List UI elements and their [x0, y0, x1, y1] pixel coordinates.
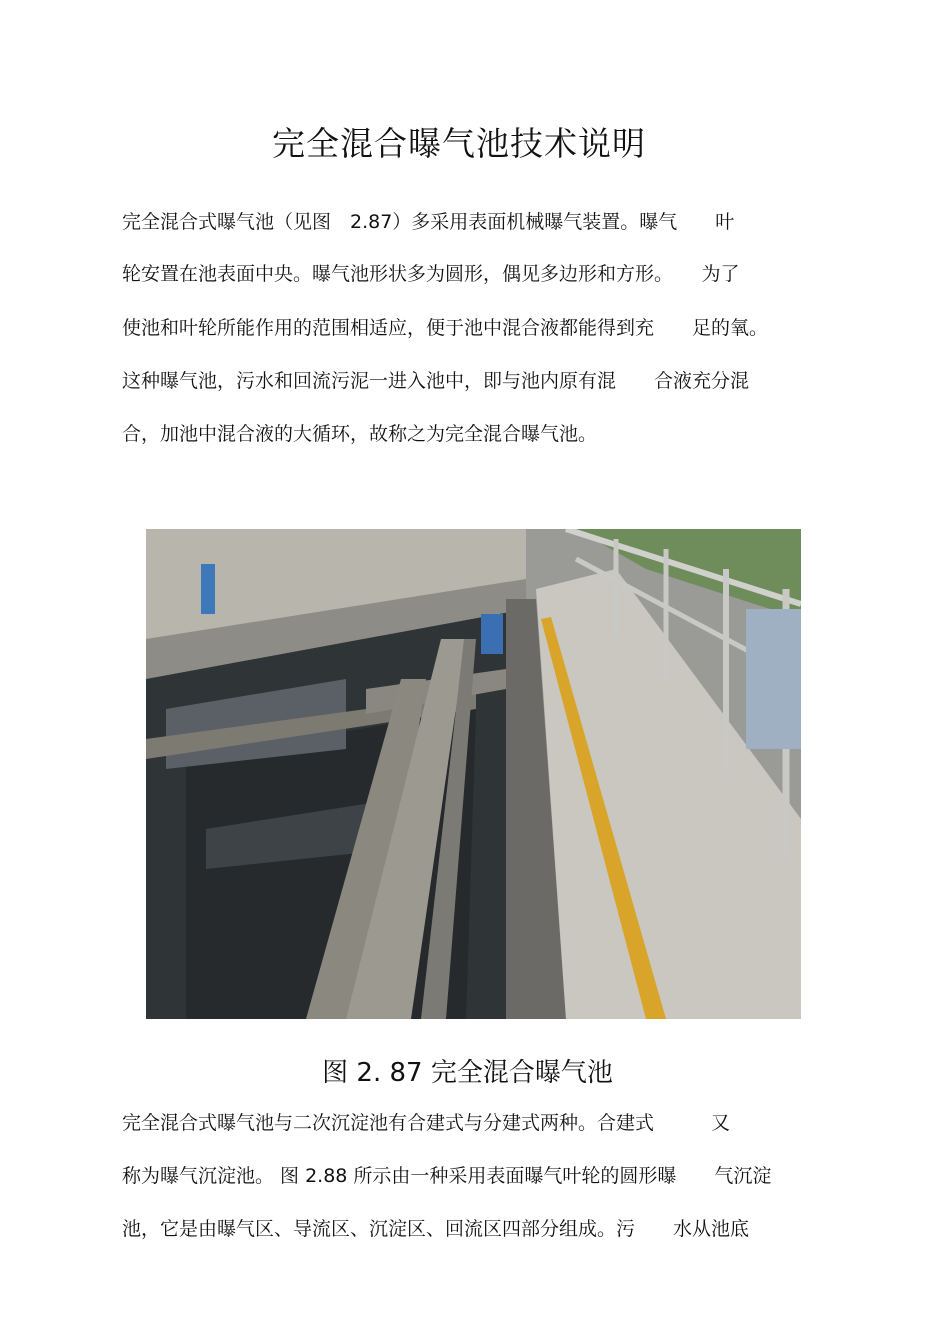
text-line: 这种曝气池，污水和回流污泥一进入池中，即与池内原有混 合液充分混	[122, 370, 750, 392]
text-line: 合，加池中混合液的大循环，故称之为完全混合曝气池。	[122, 423, 598, 445]
text-line: 使池和叶轮所能作用的范围相适应，便于池中混合液都能得到充 足的氧。	[122, 317, 769, 339]
text-line: 池，它是由曝气区、导流区、沉淀区、回流区四部分组成。污 水从池底	[122, 1218, 750, 1240]
text-line: 轮安置在池表面中央。曝气池形状多为圆形，偶见多边形和方形。 为了	[122, 263, 740, 285]
text-line: 完全混合式曝气池与二次沉淀池有合建式与分建式两种。合建式 又	[122, 1112, 731, 1134]
aeration-tank-photo	[146, 529, 801, 1019]
figure-caption: 图 2. 87 完全混合曝气池	[322, 1058, 613, 1088]
text-line: 完全混合式曝气池（见图 2.87）多采用表面机械曝气装置。曝气 叶	[122, 211, 735, 233]
text-line: 称为曝气沉淀池。 图 2.88 所示由一种采用表面曝气叶轮的圆形曝 气沉淀	[122, 1165, 772, 1187]
page-title: 完全混合曝气池技术说明	[272, 124, 646, 163]
